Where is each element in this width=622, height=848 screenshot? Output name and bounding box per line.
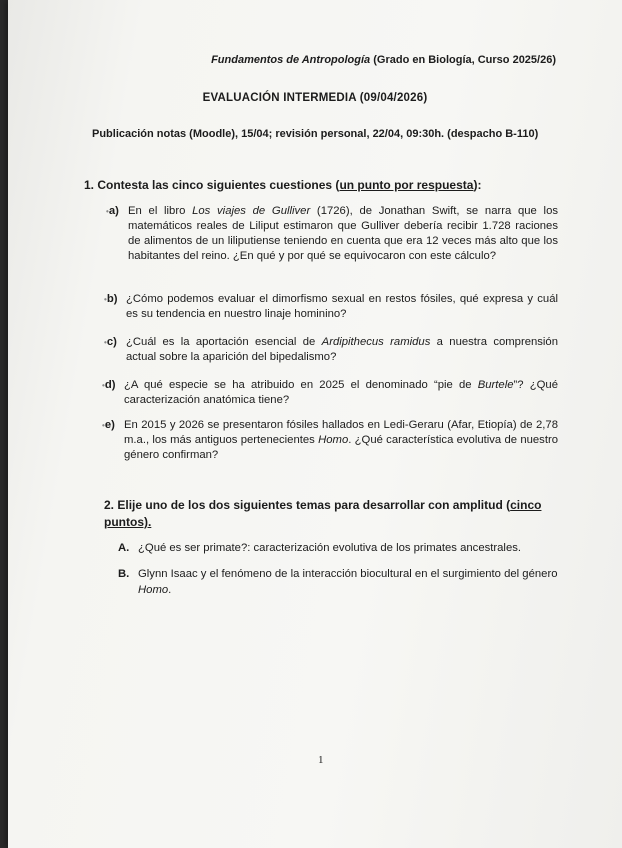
question-label: •a) — [106, 205, 119, 217]
course-name: Fundamentos de Antropología — [211, 54, 371, 66]
page-number: 1 — [318, 754, 324, 766]
question-a: •a) En el libro Los viajes de Gulliver (1726), de Jonathan Swift, se narra que los matemáticos reales de Liliput estimaron que Gulliver debería recibir 1.728 raciones de alimentos de un liliputiense teniendo en cuenta que era 12 veces más alto que los habitantes del reino. ¿En qué y por qué se equivocaron con este cálculo? — [106, 205, 558, 262]
section-number: 1. — [84, 178, 95, 192]
option-label: A. — [118, 542, 130, 554]
course-line — [211, 54, 556, 66]
question-e: •e) En 2015 y 2026 se presentaron fósiles hallados en Ledi-Geraru (Afar, Etiopía) de 2,78 m.a., los más antiguos pertenecientes Homo. ¿Qué característica evolutiva de nuestro género confirman? — [102, 419, 559, 461]
section-heading-text: Contesta las cinco siguientes cuestiones ( — [97, 178, 340, 192]
section-heading-end: ): — [473, 178, 482, 192]
question-label: •d) — [102, 379, 116, 391]
option-label: B. — [118, 568, 130, 580]
section-heading-text: Elije uno de los dos siguientes temas para desarrollar con amplitud ( — [117, 498, 511, 512]
course-details: (Grado en Biología, Curso 2025/26) — [370, 54, 556, 66]
section-heading-underlined: cinco puntos). — [104, 498, 542, 529]
question-label: •c) — [104, 336, 117, 348]
section-1-heading — [84, 177, 481, 194]
question-b: •b) ¿Cómo podemos evaluar el dimorfismo sexual en restos fósiles, qué expresa y cuál es su tendencia en nuestro linaje hominino? — [104, 293, 558, 320]
publication-notice: Publicación notas (Moodle), 15/04; revisión personal, 22/04, 09:30h. (despacho B-110) — [92, 128, 539, 140]
section-heading-underlined: un punto por respuesta — [339, 178, 474, 192]
question-label: •b) — [104, 293, 118, 305]
option-a: A. ¿Qué es ser primate?: caracterización evolutiva de los primates ancestrales. — [118, 542, 522, 554]
question-d: •d) ¿A qué especie se ha atribuido en 2025 el denominado “pie de Burtele”? ¿Qué caracterización anatómica tiene? — [102, 379, 558, 406]
exam-sheet — [8, 0, 622, 848]
exam-title: EVALUACIÓN INTERMEDIA (09/04/2026) — [202, 92, 428, 104]
section-2-heading — [104, 497, 564, 531]
question-c: •c) ¿Cuál es la aportación esencial de Ardipithecus ramidus a nuestra comprensión actual sobre la aparición del bipedalismo? — [104, 336, 558, 363]
option-b: B. Glynn Isaac y el fenómeno de la interacción biocultural en el surgimiento del género Homo. — [118, 568, 558, 596]
question-label: •e) — [102, 419, 115, 431]
section-number: 2. — [104, 498, 115, 512]
